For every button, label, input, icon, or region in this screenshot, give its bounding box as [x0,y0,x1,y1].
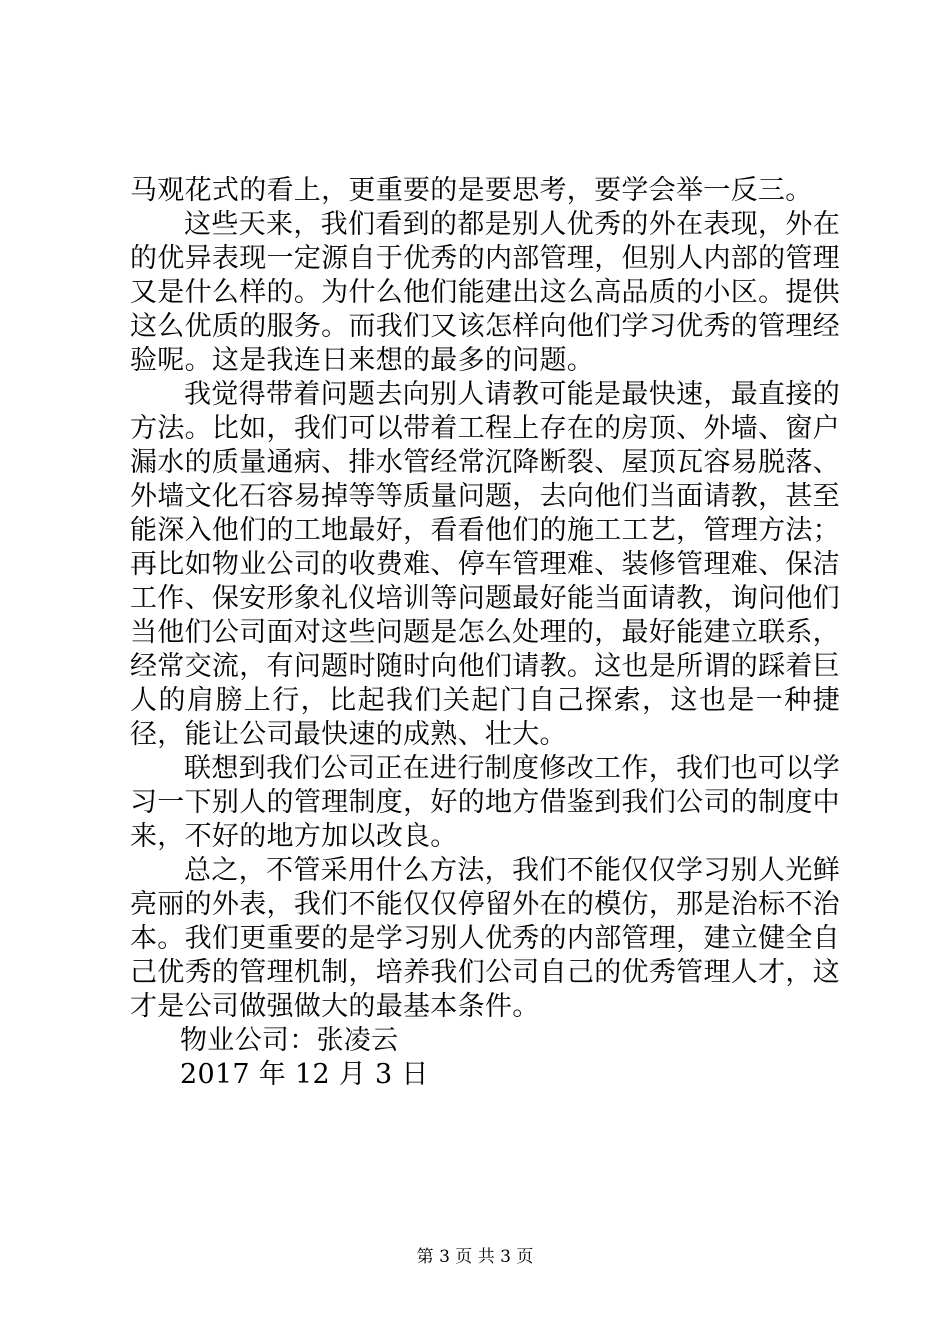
date-line: 2017 年 12 月 3 日 [180,1059,429,1090]
paragraph-external-performance: 这些天来，我们看到的都是别人优秀的外在表现，外在的优异表现一定源自于优秀的内部管理，但别人内部的管理又是什么样的。为什么他们能建出这么高品质的小区。提供这么优质的服务。而我们又该怎样向他们学习优秀的管理经验呢。这是我连日来想的最多的问题。 [130,209,840,376]
paragraph-continuation: 马观花式的看上，更重要的是要思考，要学会举一反三。 [130,175,813,206]
document-body [130,174,840,1092]
paragraph-system-revision: 联想到我们公司正在进行制度修改工作，我们也可以学习一下别人的管理制度，好的地方借鉴到我们公司的制度中来，不好的地方加以改良。 [130,753,840,852]
page-number-label: 第 3 页 共 3 页 [416,1247,534,1267]
signature-line: 物业公司：张凌云 [180,1025,399,1056]
paragraph-conclusion: 总之，不管采用什么方法，我们不能仅仅学习别人光鲜亮丽的外表，我们不能仅仅停留外在的模仿，那是治标不治本。我们更重要的是学习别人优秀的内部管理，建立健全自己优秀的管理机制，培养我们公司自己的优秀管理人才，这才是公司做强做大的最基本条件。 [130,855,840,1022]
paragraph-ask-questions: 我觉得带着问题去向别人请教可能是最快速，最直接的方法。比如，我们可以带着工程上存在的房顶、外墙、窗户漏水的质量通病、排水管经常沉降断裂、屋顶瓦容易脱落、外墙文化石容易掉等等质量问题，去向他们当面请教，甚至能深入他们的工地最好，看看他们的施工工艺，管理方法；再比如物业公司的收费难、停车管理难、装修管理难、保洁工作、保安形象礼仪培训等问题最好能当面请教，询问他们当他们公司面对这些问题是怎么处理的，最好能建立联系，经常交流，有问题时随时向他们请教。这也是所谓的踩着巨人的肩膀上行，比起我们关起门自己探索，这也是一种捷径，能让公司最快速的成熟、壮大。 [130,379,840,750]
page-footer [0,1242,950,1267]
